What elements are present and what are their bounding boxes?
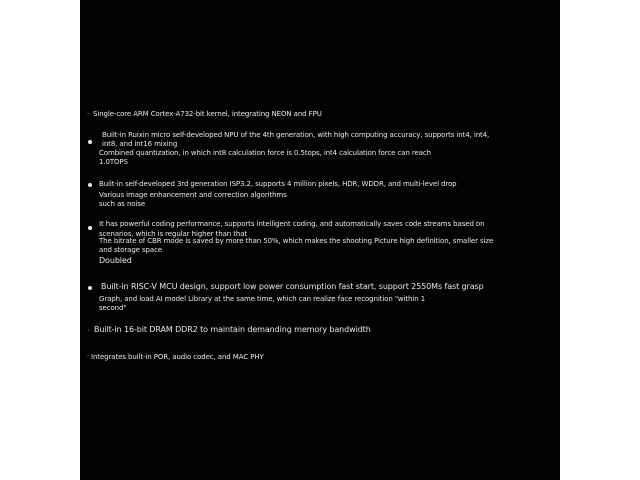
feature-npu-line-2: int8, and int16 mixing bbox=[102, 140, 178, 148]
bullet-icon bbox=[88, 140, 92, 144]
bullet-icon bbox=[88, 286, 92, 290]
feature-coding-line-2: scenarios, which is regular higher than that bbox=[99, 230, 248, 238]
bullet-icon: · bbox=[87, 353, 89, 360]
feature-coding-line-4: and storage space bbox=[99, 246, 163, 254]
bullet-icon: · bbox=[87, 326, 90, 335]
feature-isp-line-2: Various image enhancement and correction algorithms bbox=[99, 191, 287, 199]
bullet-icon bbox=[88, 183, 92, 187]
feature-isp-line-1: Built-in self-developed 3rd generation ISP3.2, supports 4 million pixels, HDR, WDDR, and multi-level drop bbox=[99, 180, 457, 188]
feature-coding-line-1: It has powerful coding performance, supports intelligent coding, and automatically saves code streams based on bbox=[99, 220, 485, 228]
feature-coding-line-3: The bitrate of CBR mode is saved by more than 50%, which makes the shooting Picture high definition, smaller size bbox=[99, 237, 494, 245]
feature-mcu-line-1: Built-in RISC-V MCU design, support low power consumption fast start, support 2550Ms fast grasp bbox=[101, 282, 484, 291]
feature-integration-line-1: Integrates built-in POR, audio codec, and MAC PHY bbox=[91, 353, 264, 361]
bullet-icon bbox=[88, 226, 92, 230]
feature-npu-line-1: Built-in Ruixin micro self-developed NPU of the 4th generation, with high computing accuracy, supports int4, int4, bbox=[102, 131, 490, 139]
feature-isp-line-3: such as noise bbox=[99, 200, 146, 208]
feature-coding-line-5: Doubled bbox=[99, 256, 132, 265]
feature-cpu-line-1: Single-core ARM Cortex-A732-bit kernel, integrating NEON and FPU bbox=[93, 110, 322, 118]
bullet-icon: · bbox=[87, 110, 90, 118]
feature-mcu-line-2: Graph, and load AI model Library at the same time, which can realize face recognition "within 1 bbox=[99, 295, 426, 303]
feature-npu-line-3: Combined quantization, in which int8 calculation force is 0.5tops, int4 calculation force can reach bbox=[99, 149, 431, 157]
feature-mcu-line-3: second" bbox=[99, 304, 127, 312]
feature-dram-line-1: Built-in 16-bit DRAM DDR2 to maintain demanding memory bandwidth bbox=[94, 325, 371, 334]
feature-npu-line-4: 1.0TOPS bbox=[99, 158, 128, 166]
spec-panel bbox=[80, 0, 560, 480]
